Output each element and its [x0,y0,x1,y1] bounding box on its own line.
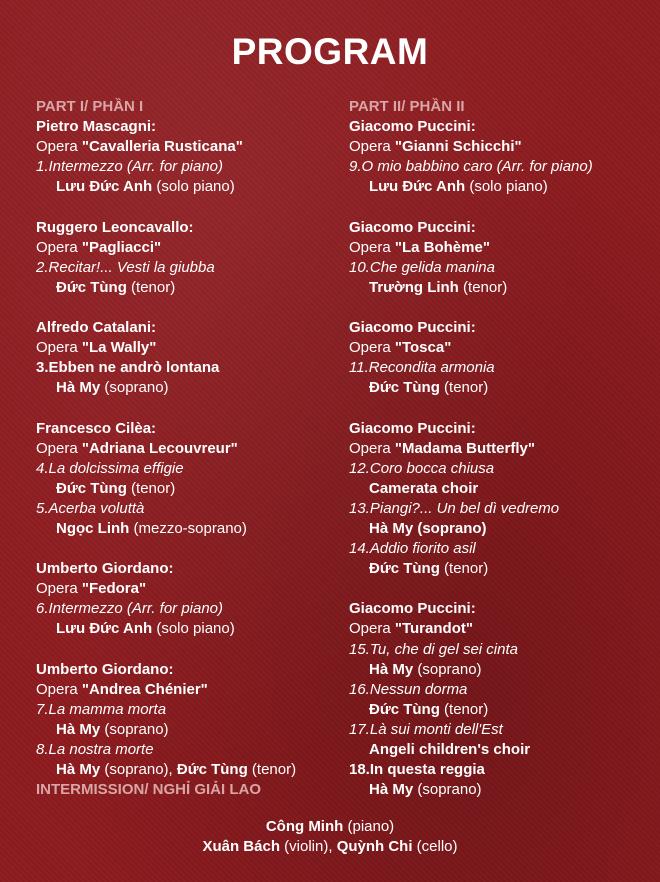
accompanist-name: Công Minh [265,818,344,835]
opera-title: "La Wally" [81,339,157,357]
performer-line [349,177,659,197]
program-block [36,660,346,781]
performer-role: (soprano) [413,660,482,678]
performer-line [349,479,659,499]
opera-line [36,137,346,157]
performer-name: Hà My [56,720,101,738]
performer-line [349,378,659,398]
performer-line [36,720,346,740]
opera-title: "Fedora" [81,580,147,598]
piece-line [349,539,659,559]
piece-number: 8. [36,741,49,758]
piece-number: 2. [36,258,49,276]
performer-line [349,780,659,800]
performer-line [36,278,346,298]
performer-name: Trường Linh [369,278,459,296]
piece-title: Coro bocca chiusa [369,459,495,477]
piece-line [349,760,659,780]
page-title: PROGRAM [231,31,429,72]
opera-prefix: Opera [36,339,82,357]
program-block [36,559,346,639]
piece-number: 14. [349,540,370,558]
part-2-column [349,97,659,800]
performer-name: Lưu Đức Anh [56,178,153,196]
piece-title: Piangi?... Un bel dì vedremo [369,499,560,517]
piece-number: 10. [349,258,370,276]
piece-title: Intermezzo (Arr. for piano) [48,158,224,176]
performer-line [36,378,346,398]
performer-name: Đức Tùng [369,560,440,578]
opera-prefix: Opera [36,138,82,156]
program-block [349,218,659,298]
program-block [36,218,346,298]
performer-name: Lưu Đức Anh [56,620,153,638]
piece-number: 4. [36,459,49,477]
performer-line [349,519,659,539]
program-block [349,419,659,580]
composer-name: Umberto Giordano: [36,660,174,678]
performer-line [36,619,346,639]
piece-number: 17. [349,720,370,738]
performer-role: (soprano) [100,720,169,738]
piece-number: 9. [349,158,362,176]
piece-line [349,157,659,177]
accompanist-name: Xuân Bách [202,838,280,855]
piece-line [36,157,346,177]
opera-prefix: Opera [36,680,82,698]
performer-line [349,700,659,720]
performer-name: Đức Tùng [369,379,440,397]
performer-line [349,740,659,760]
opera-line [349,137,659,157]
performer-role: (mezzo-soprano) [129,519,247,537]
opera-prefix: Opera [349,238,395,256]
piece-title: Acerba voluttà [48,499,145,517]
program-block [36,318,346,398]
program-block [349,599,659,800]
piece-title: O mio babbino caro (Arr. for piano) [361,158,593,176]
piece-number: 7. [36,700,49,718]
piece-line [36,258,346,278]
piece-title: Nessun dorma [369,680,468,698]
opera-title: "Adriana Lecouvreur" [81,439,238,457]
performer-name: Hà My [56,761,101,779]
piece-line [349,358,659,378]
performer-name: Hà My [56,379,101,397]
opera-prefix: Opera [349,339,395,357]
accompanist-role: (violin), [280,838,337,855]
opera-title: "Tosca" [394,339,452,357]
piece-title: Che gelida manina [369,258,495,276]
composer-name: Giacomo Puccini: [349,118,476,136]
piece-line [36,459,346,479]
part-1-column [36,97,346,800]
composer-name: Giacomo Puccini: [349,218,476,236]
performer-line [36,479,346,499]
accompanist-role: (cello) [412,838,458,855]
performer-line [36,177,346,197]
opera-prefix: Opera [349,620,395,638]
composer-name: Giacomo Puccini: [349,419,476,437]
opera-prefix: Opera [36,580,82,598]
performer-role: (soprano) [413,781,482,799]
intermission-label: INTERMISSION/ NGHỈ GIẢI LAO [36,781,262,799]
composer-name: Francesco Cilèa: [36,419,157,437]
performer-name: Hà My [369,660,414,678]
piece-title: La mamma morta [48,700,167,718]
performer-role: (tenor) [439,700,489,718]
performer-name: Hà My (soprano) [369,519,487,537]
accompanist-role: (piano) [343,818,395,835]
piece-line [349,680,659,700]
program-block [36,117,346,197]
performer-name: Camerata choir [369,479,479,497]
opera-line [36,579,346,599]
piece-title: Recondita armonia [368,359,495,377]
part-1-heading: PART I/ PHẦN I [36,98,144,115]
composer-name: Ruggero Leoncavallo: [36,218,194,236]
piece-title: Ebben ne andrò lontana [48,359,220,377]
performer-line [36,519,346,539]
opera-title: "Gianni Schicchi" [394,138,522,156]
opera-line [349,238,659,258]
performer-role: (solo piano) [152,178,235,196]
piece-number: 18. [349,761,370,779]
opera-prefix: Opera [36,439,82,457]
piece-line [349,258,659,278]
composer-name: Giacomo Puccini: [349,319,476,337]
piece-title: In questa reggia [369,761,485,779]
piece-title: La dolcissima effigie [48,459,184,477]
opera-title: "Cavalleria Rusticana" [81,138,243,156]
piece-line [36,358,346,378]
performer-name: Đức Tùng [176,761,248,779]
performer-role: (tenor) [126,278,176,296]
opera-prefix: Opera [349,439,395,457]
accompanist-line-1 [0,817,660,837]
opera-line [36,680,346,700]
performer-name: Ngọc Linh [56,519,130,537]
opera-prefix: Opera [349,138,395,156]
composer-name: Pietro Mascagni: [36,118,157,136]
opera-title: "La Bohème" [394,238,490,256]
piece-line [36,499,346,519]
opera-line [349,439,659,459]
performer-name: Đức Tùng [369,700,440,718]
composer-name: Alfredo Catalani: [36,319,157,337]
performer-role: (tenor) [439,560,489,578]
piece-title: Intermezzo (Arr. for piano) [48,600,224,618]
composer-name: Giacomo Puccini: [349,600,476,618]
piece-line [349,720,659,740]
piece-line [36,599,346,619]
piece-title: Recitar!... Vesti la giubba [48,258,215,276]
piece-line [36,700,346,720]
piece-title: Là sui monti dell'Est [369,720,503,738]
performer-role: (solo piano) [152,620,235,638]
piece-number: 3. [36,359,49,377]
part-2-heading: PART II/ PHẦN II [349,98,465,115]
opera-title: "Pagliacci" [81,238,162,256]
performer-line [349,660,659,680]
opera-line [349,619,659,639]
piece-number: 13. [349,499,370,517]
accompanist-name: Quỳnh Chi [336,838,413,855]
piece-number: 6. [36,600,49,618]
performer-line [349,278,659,298]
performer-name: Angeli children's choir [369,741,531,758]
program-block [36,419,346,540]
opera-title: "Turandot" [394,620,473,638]
opera-title: "Madama Butterfly" [394,439,535,457]
program-block [349,318,659,398]
performer-role: (tenor) [247,761,297,779]
piece-number: 12. [349,459,370,477]
performer-name: Hà My [369,781,414,799]
piece-number: 1. [36,158,49,176]
performer-role: (soprano) [100,379,169,397]
opera-prefix: Opera [36,238,82,256]
piece-number: 11. [349,359,369,377]
opera-line [36,439,346,459]
performer-name: Lưu Đức Anh [369,178,466,196]
accompanist-line-2 [0,837,660,857]
piece-number: 16. [349,680,370,698]
piece-number: 15. [349,640,370,658]
composer-name: Umberto Giordano: [36,560,174,578]
piece-line [349,459,659,479]
performer-line [349,559,659,579]
performer-name: Đức Tùng [56,479,127,497]
piece-title: Addio fiorito asil [369,540,476,558]
performer-name: Đức Tùng [56,278,127,296]
performer-role: (tenor) [126,479,176,497]
piece-line [349,640,659,660]
piece-title: Tu, che di gel sei cinta [369,640,518,658]
opera-line [36,238,346,258]
opera-line [349,338,659,358]
piece-line [349,499,659,519]
opera-line [36,338,346,358]
program-block [349,117,659,197]
opera-title: "Andrea Chénier" [81,680,208,698]
piece-line [36,740,346,760]
piece-title: La nostra morte [48,741,154,758]
performer-role: (tenor) [439,379,489,397]
performer-role: (tenor) [458,278,508,296]
performer-role: (soprano), [100,761,177,779]
performer-line [36,760,346,780]
piece-number: 5. [36,499,49,517]
performer-role: (solo piano) [465,178,548,196]
